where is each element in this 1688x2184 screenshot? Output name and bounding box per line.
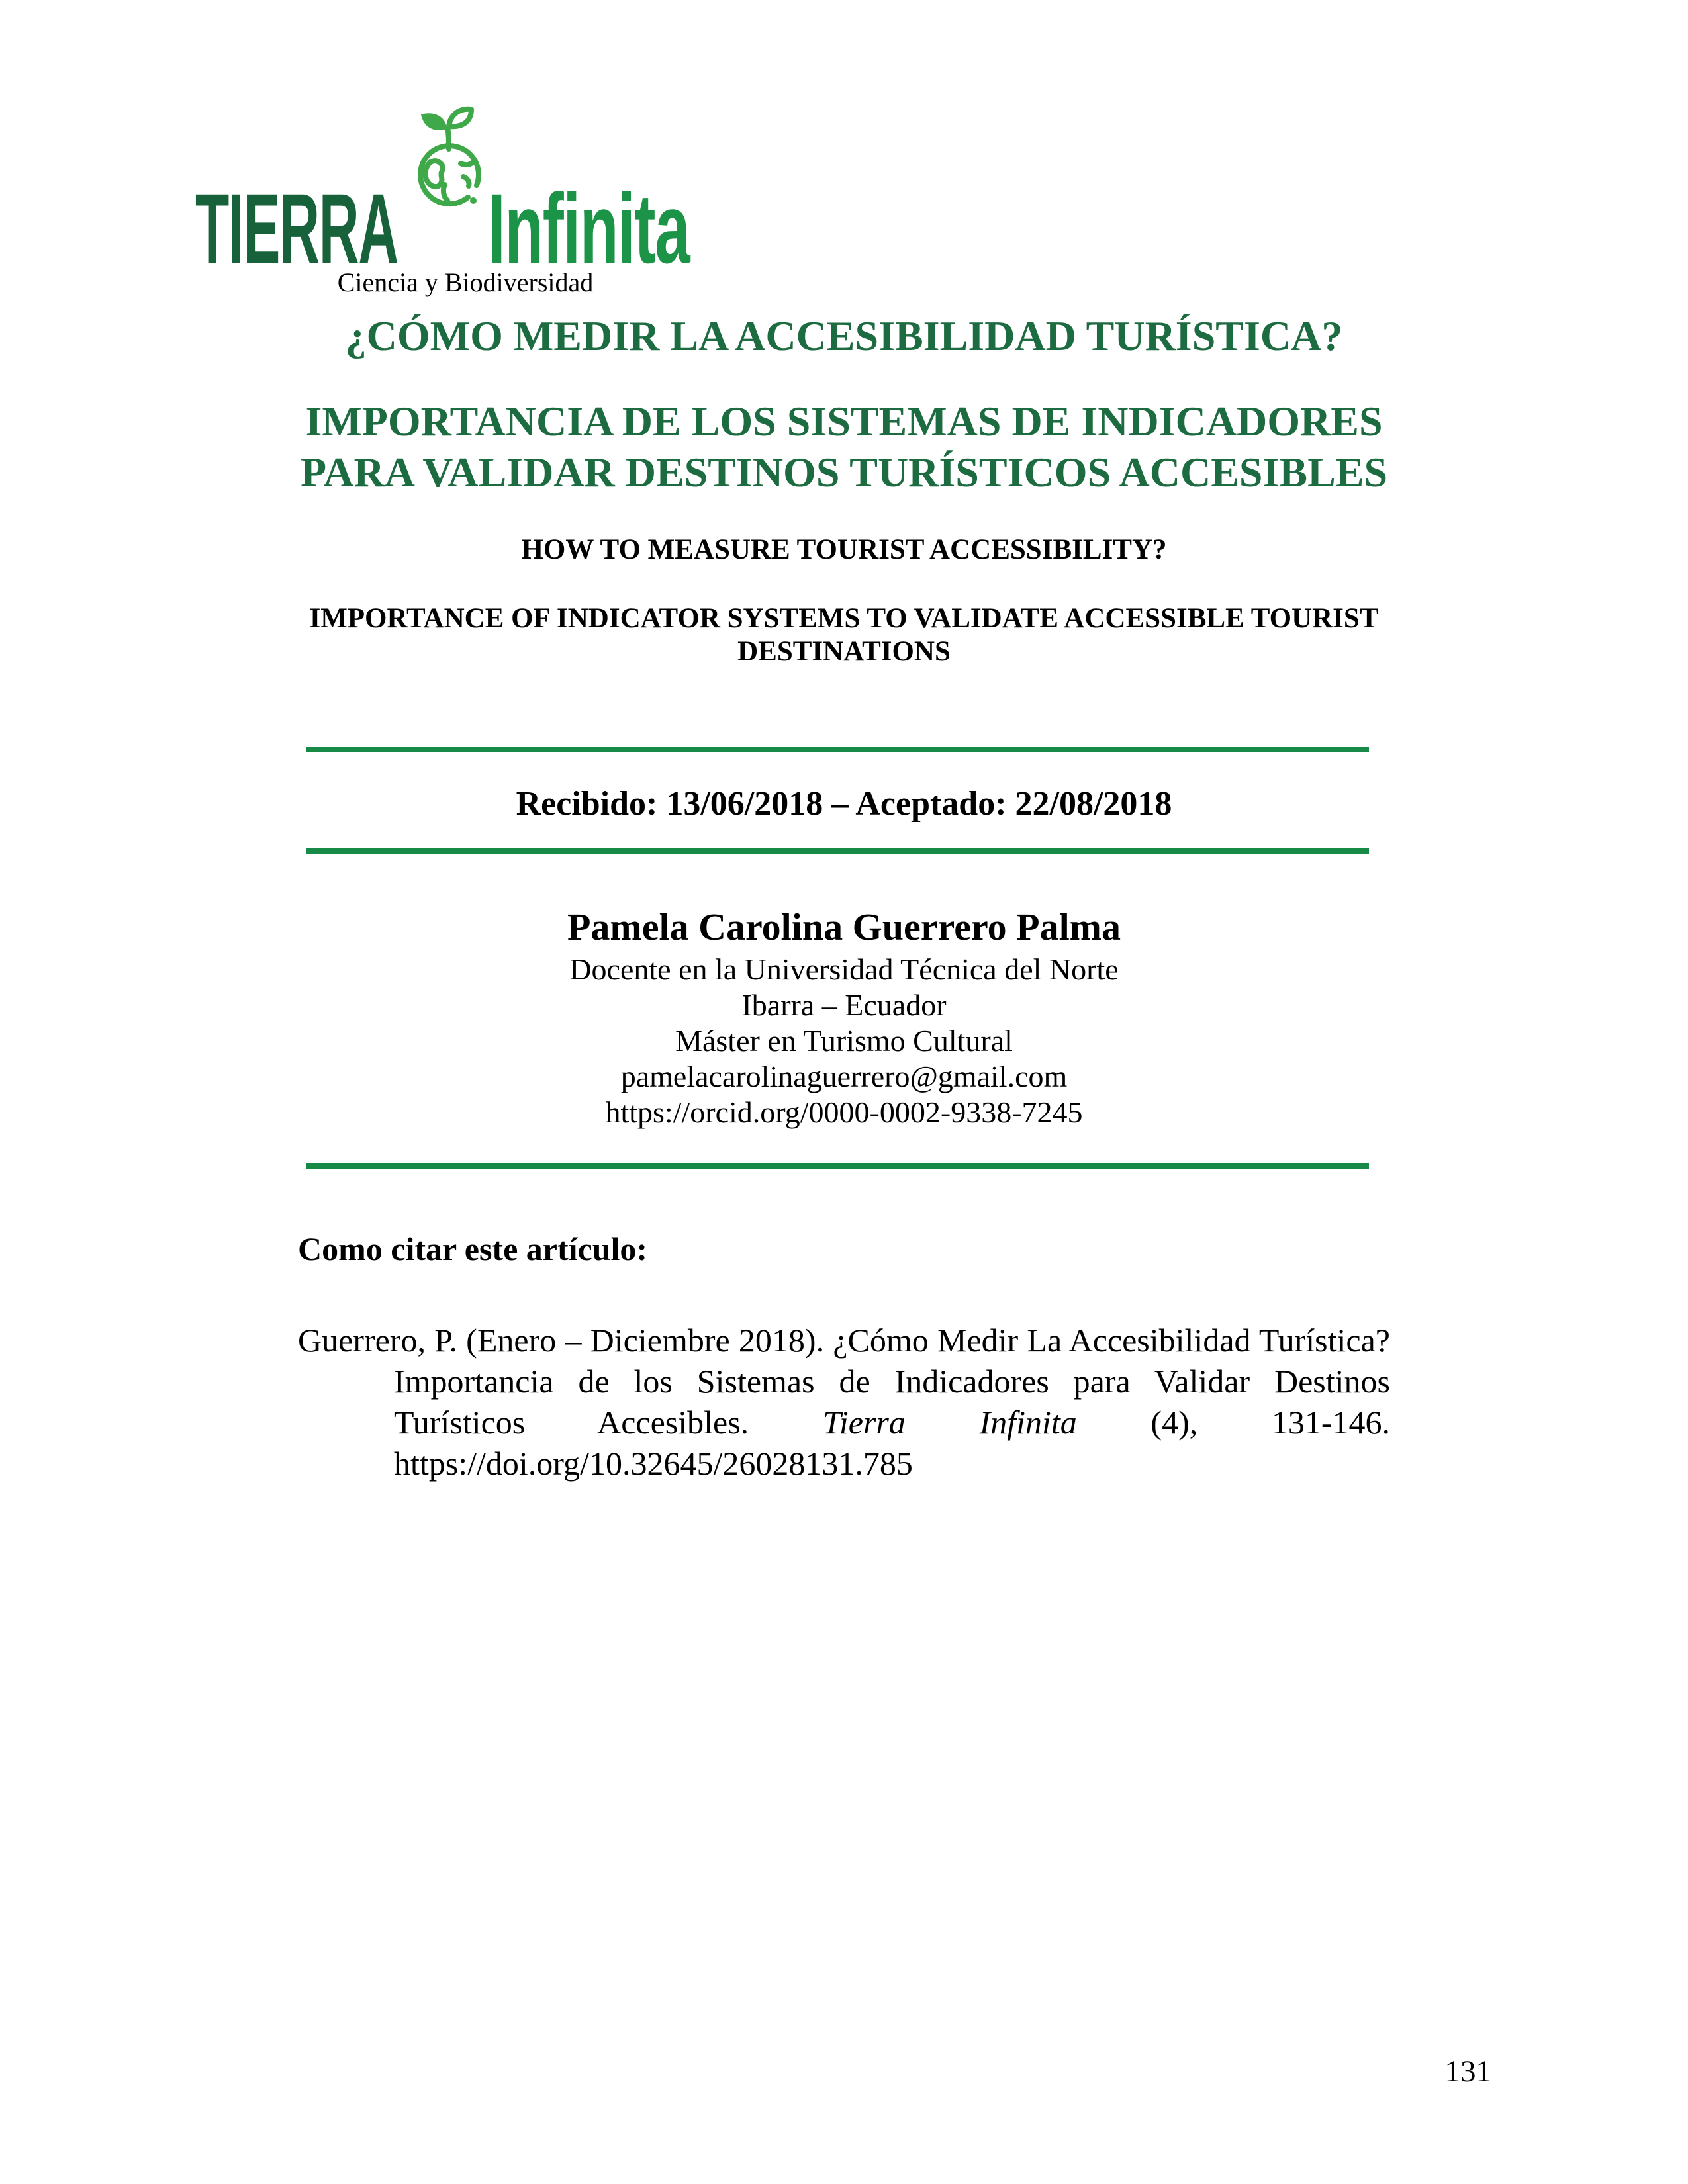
- author-name: Pamela Carolina Guerrero Palma: [567, 905, 1121, 948]
- author-details-line: Ibarra – Ecuador: [741, 988, 947, 1022]
- article-title-english-line: DESTINATIONS: [737, 636, 951, 667]
- article-title-spanish-line: IMPORTANCIA DE LOS SISTEMAS DE INDICADORES: [305, 398, 1383, 445]
- divider-rule-bottom: [306, 1163, 1369, 1169]
- article-title-english-line: IMPORTANCE OF INDICATOR SYSTEMS TO VALIDATE ACCESSIBLE TOURIST: [309, 603, 1379, 634]
- divider-rule-top: [306, 747, 1369, 752]
- author-details-line: Máster en Turismo Cultural: [675, 1024, 1013, 1058]
- received-accepted-dates: Recibido: 13/06/2018 – Aceptado: 22/08/2018: [516, 785, 1172, 823]
- citation-text-before: Guerrero, P. (Enero – Diciembre 2018). ¿Cómo Medir La Accesibilidad Turística? Importancia de los Sistemas de Indicadores para Validar Destinos Turísticos Accesibles.: [298, 1322, 1390, 1441]
- article-title-spanish-line: PARA VALIDAR DESTINOS TURÍSTICOS ACCESIBLES: [300, 449, 1388, 496]
- earth-sprout-icon: [405, 103, 491, 212]
- citation-journal-name: Tierra Infinita: [822, 1404, 1077, 1441]
- how-to-cite-heading: Como citar este artículo:: [298, 1230, 648, 1267]
- divider-rule-middle: [306, 848, 1369, 854]
- logo-brand-secondary: Infinita: [488, 173, 690, 284]
- citation-paragraph: [298, 1320, 1390, 1484]
- article-title-english-question: HOW TO MEASURE TOURIST ACCESSIBILITY?: [521, 534, 1167, 565]
- logo-brand-primary: TIERRA: [195, 173, 398, 284]
- author-details: [298, 952, 1390, 1130]
- article-title-spanish-question: ¿CÓMO MEDIR LA ACCESIBILIDAD TURÍSTICA?: [345, 312, 1343, 359]
- author-details-line: Docente en la Universidad Técnica del Norte: [569, 952, 1119, 986]
- logo-tagline: Ciencia y Biodiversidad: [337, 267, 594, 297]
- citation-text-after: (4), 131-146. https://doi.org/10.32645/26028131.785: [394, 1404, 1391, 1482]
- article-title-english: [298, 602, 1390, 668]
- page-number: 131: [1444, 2054, 1491, 2089]
- author-details-line: pamelacarolinaguerrero@gmail.com: [620, 1060, 1068, 1093]
- article-title-spanish: [298, 396, 1390, 498]
- author-details-line: https://orcid.org/0000-0002-9338-7245: [605, 1095, 1083, 1129]
